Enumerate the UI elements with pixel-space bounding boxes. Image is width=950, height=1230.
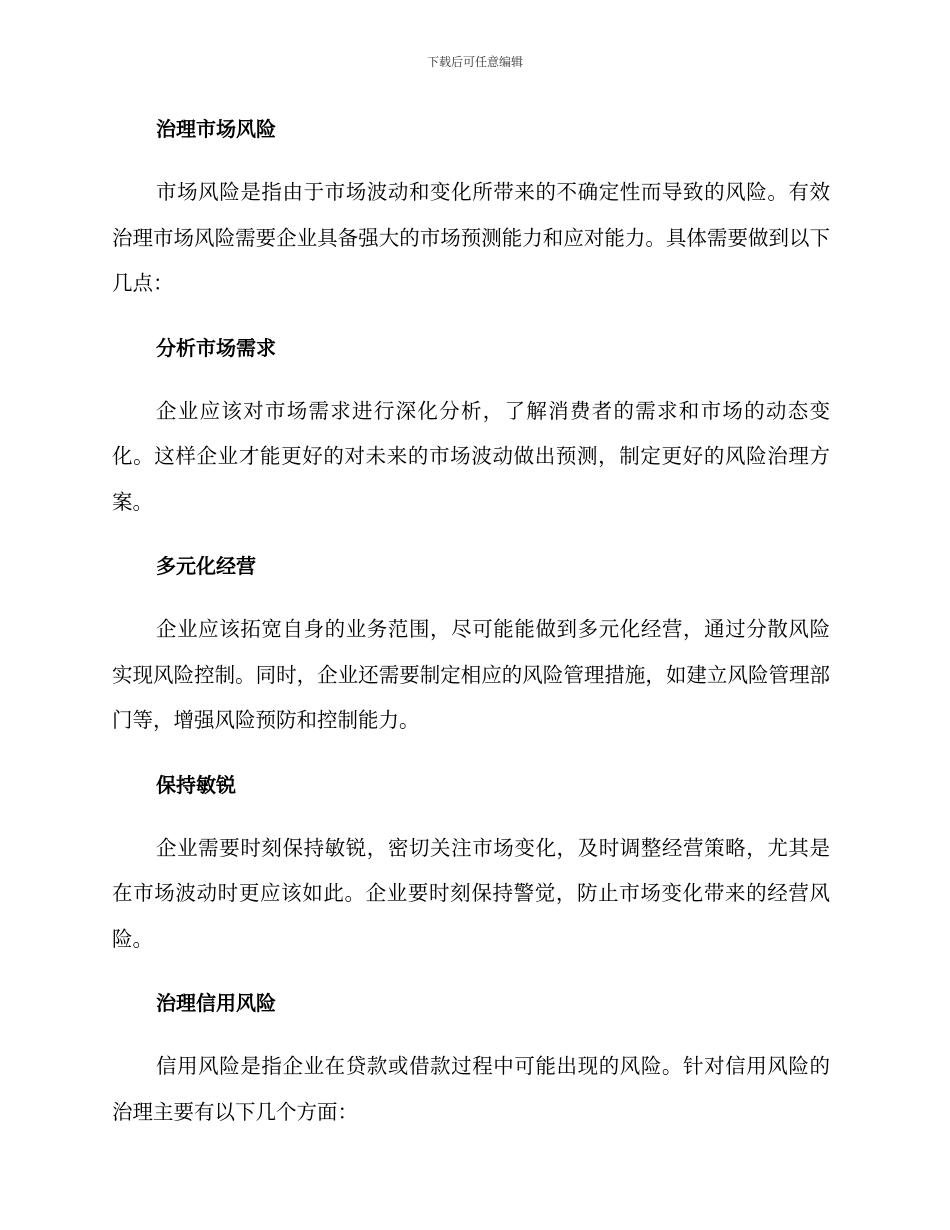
section-heading: 治理信用风险	[156, 991, 276, 1015]
section-heading: 保持敏锐	[156, 772, 236, 797]
section-paragraph: 企业应该拓宽自身的业务范围，尽可能能做到多元化经营，通过分散风险实现风险控制。同时，企业还需要制定相应的风险管理措施，如建立风险管理部门等，增强风险预防和控制能力。	[112, 617, 830, 732]
document-body	[112, 112, 830, 1159]
page-header: 下载后可任意编辑	[426, 55, 523, 69]
section-paragraph: 市场风险是指由于市场波动和变化所带来的不确定性而导致的风险。有效治理市场风险需要企业具备强大的市场预测能力和应对能力。具体需要做到以下几点：	[112, 180, 830, 295]
section-paragraph: 企业应该对市场需求进行深化分析，了解消费者的需求和市场的动态变化。这样企业才能更好的对未来的市场波动做出预测，制定更好的风险治理方案。	[112, 398, 830, 514]
section-heading: 分析市场需求	[156, 335, 276, 360]
section-heading: 治理市场风险	[156, 117, 276, 141]
section-paragraph: 企业需要时刻保持敏锐，密切关注市场变化，及时调整经营策略，尤其是在市场波动时更应该如此。企业要时刻保持警觉，防止市场变化带来的经营风险。	[112, 835, 830, 951]
section-heading: 多元化经营	[156, 554, 256, 578]
section-paragraph: 信用风险是指企业在贷款或借款过程中可能出现的风险。针对信用风险的治理主要有以下几个方面：	[112, 1054, 830, 1124]
